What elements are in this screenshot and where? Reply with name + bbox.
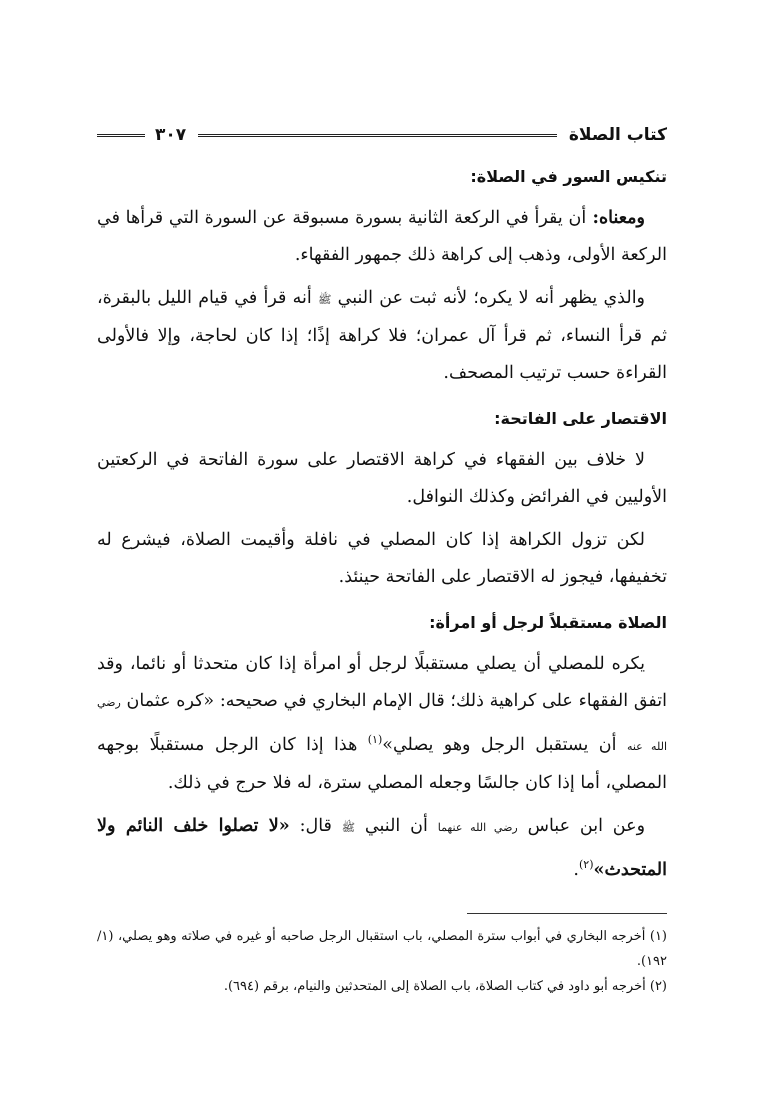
paragraph-text: وعن ابن عباس	[517, 815, 646, 836]
honorific: ﷺ	[318, 293, 332, 306]
paragraph-text: يكره للمصلي أن يصلي مستقبلًا لرجل أو امرأة إذا كان متحدثا أو نائما، وقد اتفق الفقهاء على كراهية ذلك؛ قال الإمام البخاري في صحيحه: «كره عثمان	[97, 654, 667, 711]
honorific: رضي الله عنه	[97, 696, 668, 753]
header-rule-short	[97, 134, 145, 137]
paragraph-text: قال:	[289, 815, 342, 836]
paragraph-text: أن يقرأ في الركعة الثانية بسورة مسبوقة عن السورة التي قرأها في الركعة الأولى، وذهب إلى كراهة ذلك جمهور الفقهاء.	[97, 208, 667, 265]
paragraph: لكن تزول الكراهة إذا كان المصلي في نافلة وأقيمت الصلاة، فيشرع له تخفيفها، فيجوز له الاقتصار على الفاتحة حينئذ.	[97, 530, 667, 587]
paragraph-text: أن يستقبل الرجل وهو يصلي»	[382, 734, 627, 755]
hadith-quote: «لا تصلوا خلف النائم ولا المتحدث»	[97, 815, 667, 880]
footnote-ref[interactable]: (١)	[367, 733, 383, 746]
paragraph	[97, 280, 667, 392]
paragraph	[97, 200, 667, 274]
book-title: كتاب الصلاة	[568, 125, 667, 145]
header-rule	[198, 134, 557, 137]
page-number: ٣٠٧	[155, 125, 187, 145]
paragraph-text: .	[573, 859, 579, 880]
paragraph: لا خلاف بين الفقهاء في كراهة الاقتصار على سورة الفاتحة في الركعتين الأوليين في الفرائض وكذلك النوافل.	[97, 450, 667, 507]
section-heading: الاقتصار على الفاتحة:	[494, 409, 667, 428]
paragraph-lead: ومعناه:	[586, 208, 645, 228]
paragraph	[97, 646, 667, 802]
paragraph-text: هذا إذا كان الرجل مستقبلًا بوجهه المصلي، أما إذا كان جالسًا وجعله المصلي سترة، له فلا حرج في ذلك.	[97, 734, 667, 793]
section-heading: تنكيس السور في الصلاة:	[470, 167, 667, 186]
footnote: (١) أخرجه البخاري في أبواب سترة المصلي، باب استقبال الرجل صاحبه أو غيره في صلاته وهو يصلي، (١/ ١٩٢).	[97, 928, 667, 969]
footnote-separator	[467, 913, 667, 914]
footnote-ref[interactable]: (٢)	[578, 857, 594, 871]
section-heading: الصلاة مستقبلاً لرجل أو امرأة:	[429, 613, 667, 632]
footnote-separator-wrap	[97, 895, 667, 924]
footnote: (٢) أخرجه أبو داود في كتاب الصلاة، باب الصلاة إلى المتحدثين والنيام، برقم (٦٩٤).	[223, 978, 667, 994]
paragraph-text: أنه قرأ في قيام الليل بالبقرة، ثم قرأ النساء، ثم قرأ آل عمران؛ فلا كراهة إذًا؛ إذا كان لحاجة، وإلا فالأولى القراءة حسب ترتيب المصحف.	[97, 288, 667, 383]
book-page	[97, 120, 667, 999]
paragraph	[97, 808, 667, 889]
honorific: رضي الله عنهما	[437, 820, 518, 834]
honorific: ﷺ	[341, 820, 356, 834]
paragraph-text: والذي يظهر أنه لا يكره؛ لأنه ثبت عن النبي	[331, 288, 646, 308]
paragraph-text: أن النبي	[355, 815, 438, 836]
running-header	[97, 120, 667, 150]
